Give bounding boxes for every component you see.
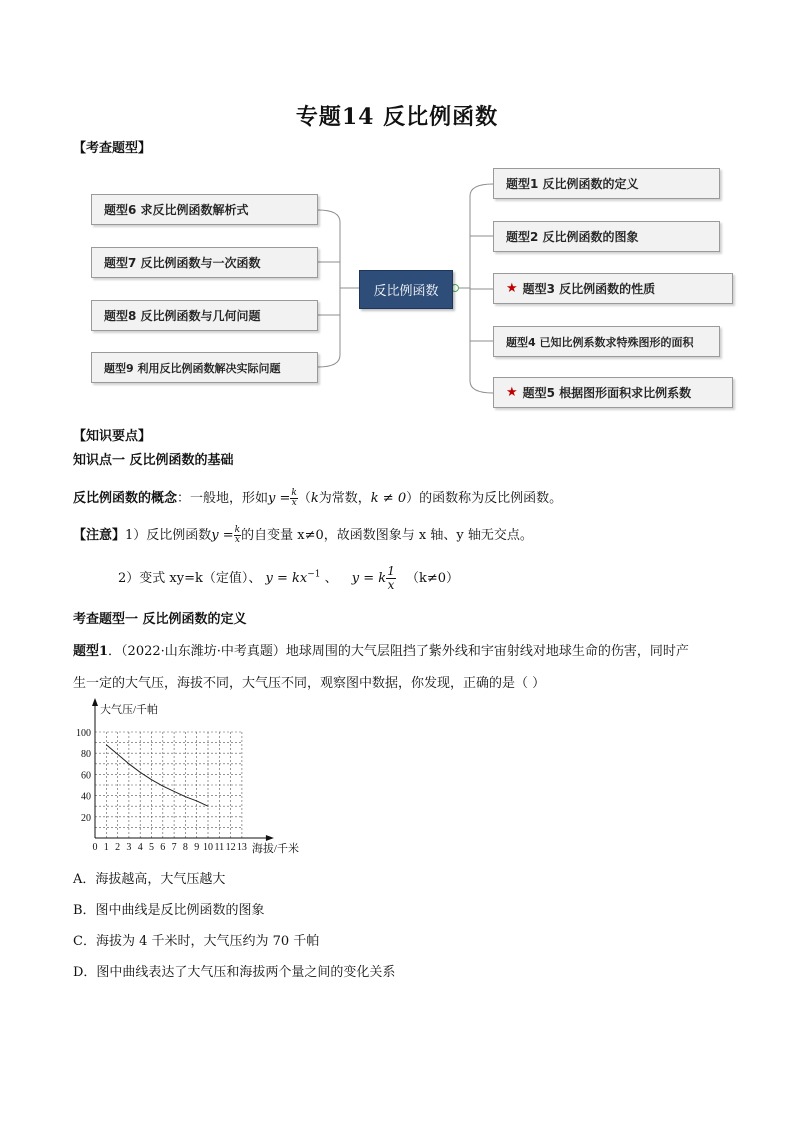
- mindmap-node-type9: 题型9 利用反比例函数解决实际问题: [91, 352, 318, 383]
- mindmap-node-type3: ★ 题型3 反比例函数的性质: [493, 273, 733, 304]
- mindmap-node-type6: 题型6 求反比例函数解析式: [91, 194, 318, 225]
- x-tick-label: 13: [236, 842, 247, 853]
- exam-types-heading: 【考查题型】: [73, 141, 152, 156]
- mindmap-node-type7: 题型7 反比例函数与一次函数: [91, 247, 318, 278]
- note-line-1: 【注意】1）反比例函数y = $\frac{k}{x}$ 的自变量 x≠0，故函数图象与 x 轴、y 轴无交点。: [73, 525, 533, 545]
- option-b: B．图中曲线是反比例函数的图象: [73, 903, 265, 918]
- pressure-altitude-chart: [70, 698, 330, 863]
- y-tick-label: 80: [81, 749, 91, 761]
- question-line-2: 生一定的大气压，海拔不同，大气压不同，观察图中数据，你发现，正确的是（ ）: [73, 676, 546, 691]
- concept-line: 反比例函数的概念：一般地，形如y = $\frac{k}{x}$ （k为常数，k ≠ 0）的函数称为反比例函数。: [73, 488, 563, 508]
- x-tick-label: 10: [203, 842, 213, 853]
- y-axis-arrow: [92, 698, 98, 706]
- x-tick-label: 1: [103, 842, 109, 853]
- fraction: $\frac{1}{x}$: [387, 564, 395, 592]
- x-tick-label: 11: [214, 842, 225, 853]
- mindmap-node-type2: 题型2 反比例函数的图象: [493, 221, 720, 252]
- question-label: 题型1: [73, 644, 109, 659]
- x-tick-label: 4: [137, 842, 143, 853]
- note-line-2: 2）变式 xy=k（定值）、 $y = kx^{-1}$ 、 y = k $\frac{1}{x}$ （k≠0）: [118, 564, 460, 592]
- knowledge-heading: 【知识要点】: [73, 429, 152, 444]
- type1-heading: 考查题型一 反比例函数的定义: [73, 612, 247, 627]
- option-d: D．图中曲线表达了大气压和海拔两个量之间的变化关系: [73, 965, 396, 980]
- x-tick-label: 12: [225, 842, 236, 853]
- x-tick-label: 5: [149, 842, 154, 853]
- mindmap-node-type5: ★ 题型5 根据图形面积求比例系数: [493, 377, 733, 408]
- x-tick-label: 7: [171, 842, 177, 853]
- mindmap-node-type1: 题型1 反比例函数的定义: [493, 168, 720, 199]
- fraction: $\frac{k}{x}$: [234, 525, 241, 545]
- pressure-curve: [106, 745, 208, 807]
- concept-label: 反比例函数的概念: [73, 491, 178, 506]
- x-tick-label: 3: [126, 842, 132, 853]
- mindmap-center-node: 反比例函数: [359, 270, 453, 309]
- knowledge-point-1: 知识点一 反比例函数的基础: [73, 453, 234, 468]
- fraction: $\frac{k}{x}$: [291, 488, 297, 508]
- y-tick-label: 100: [76, 728, 91, 739]
- y-tick-label: 20: [81, 812, 91, 824]
- x-tick-label: 6: [160, 842, 166, 853]
- x-axis-label: 海拔/千米: [251, 843, 299, 855]
- note-label: 【注意】: [73, 528, 126, 543]
- question-line-1: 题型1．（2022·山东潍坊·中考真题）地球周围的大气层阻挡了紫外线和宇宙射线对地球生命的伤害，同时产: [73, 644, 689, 659]
- star-icon: ★: [506, 385, 518, 400]
- option-a: A．海拔越高，大气压越大: [73, 872, 226, 887]
- y-tick-label: 40: [81, 791, 91, 803]
- x-tick-label: 2: [115, 842, 121, 853]
- mindmap-node-type4: 题型4 已知比例系数求特殊图形的面积: [493, 326, 720, 357]
- star-icon: ★: [506, 281, 518, 296]
- page-title: 专题14 反比例函数: [295, 104, 499, 130]
- mindmap-node-type8: 题型8 反比例函数与几何问题: [91, 300, 318, 331]
- option-c: C．海拔为 4 千米时，大气压约为 70 千帕: [73, 934, 320, 949]
- x-tick-label: 8: [182, 842, 188, 853]
- x-tick-label: 0: [92, 842, 98, 853]
- x-tick-label: 9: [194, 842, 200, 853]
- y-axis-label: 大气压/千帕: [100, 704, 159, 716]
- x-axis-arrow: [266, 835, 274, 841]
- y-tick-label: 60: [81, 770, 91, 782]
